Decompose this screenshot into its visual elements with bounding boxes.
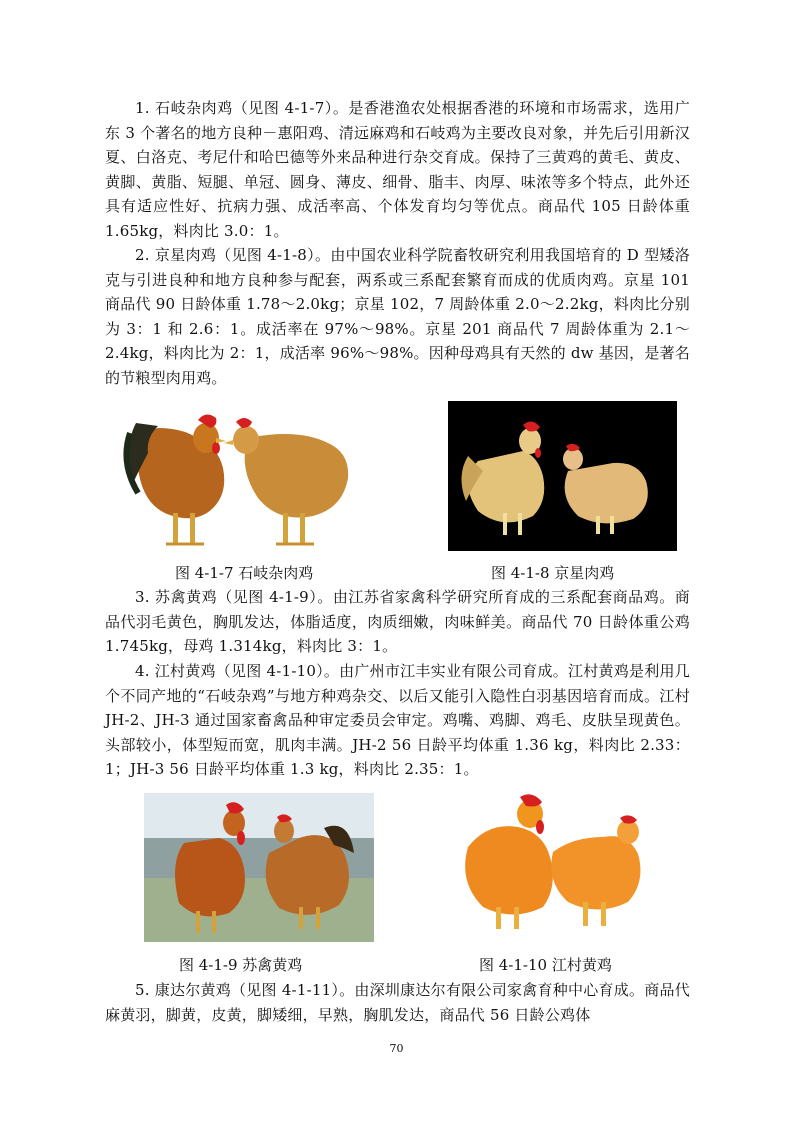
paragraph-2: 2. 京星肉鸡（见图 4-1-8）。由中国农业科学院畜牧研究利用我国培育的 D 型矮洛克与引进良种和地方良种参与配套，两系或三系配套繁育而成的优质肉鸡。京星 101 商品代 90 日龄体重 1.78～2.0kg；京星 102，7 周龄体重 2.0～2.2kg，料肉比分别为 3：1 和 2.6：1。成活率在 97%～98%。京星 201 商品代 7 周龄体重为 2.1～2.4kg，料肉比为 2：1，成活率 96%～98%。因种母鸡具有天然的 dw 基因，是著名的节粮型肉用鸡。 <box>105 246 690 387</box>
paragraph-5: 5. 康达尔黄鸡（见图 4-1-11）。由深圳康达尔有限公司家禽育种中心育成。商品代麻黄羽，脚黄，皮黄，脚矮细，早熟，胸肌发达，商品代 56 日龄公鸡体 <box>105 981 690 1024</box>
page-number: 70 <box>389 1042 404 1055</box>
hen-illustration <box>224 418 348 544</box>
figure-4-1-7-image <box>118 398 358 556</box>
hen-illustration <box>551 815 640 926</box>
figure-4-1-7-caption: 图 4-1-7 石岐杂肉鸡 <box>175 564 314 582</box>
rooster-illustration <box>126 414 226 544</box>
figure-4-1-10-caption: 图 4-1-10 江村黄鸡 <box>479 956 612 974</box>
hen-illustration <box>563 444 648 534</box>
figure-4-1-9-image <box>144 793 374 942</box>
figure-4-1-8-caption: 图 4-1-8 京星肉鸡 <box>491 564 615 582</box>
paragraph-4: 4. 江村黄鸡（见图 4-1-10）。由广州市江丰实业有限公司育成。江村黄鸡是利用几个不同产地的“石岐杂鸡”与地方种鸡杂交、以后又能引入隐性白羽基因培育而成。江村 JH-2、JH-3 通过国家畜禽品种审定委员会审定。鸡嘴、鸡脚、鸡毛、皮肤呈现黄色。头部较小，体型短而宽，肌肉丰满。JH-2 56 日龄平均体重 1.36 kg，料肉比 2.33：1；JH-3 56 日龄平均体重 1.3 kg，料肉比 2.35：1。 <box>105 662 690 778</box>
figure-4-1-9-caption: 图 4-1-9 苏禽黄鸡 <box>179 956 303 974</box>
figure-4-1-10-image <box>458 792 649 940</box>
figure-4-1-8-image <box>448 401 677 551</box>
rooster-illustration <box>465 794 553 929</box>
rooster-illustration <box>461 421 544 535</box>
paragraph-3: 3. 苏禽黄鸡（见图 4-1-9）。由江苏省家禽科学研究所育成的三系配套商品鸡。商品代羽毛黄色，胸肌发达，体脂适度，肉质细嫩，肉味鲜美。商品代 70 日龄体重公鸡 1.745kg，母鸡 1.314kg，料肉比 3：1。 <box>105 588 690 655</box>
paragraph-1: 1. 石岐杂肉鸡（见图 4-1-7）。是香港渔农处根据香港的环境和市场需求，选用广东 3 个著名的地方良种－惠阳鸡、清远麻鸡和石岐鸡为主要改良对象，并先后引用新汉夏、白洛克、考尼什和哈巴德等外来品种进行杂交育成。保持了三黄鸡的黄毛、黄皮、黄脚、黄脂、短腿、单冠、圆身、薄皮、细骨、脂丰、肉厚、味浓等多个特点，此外还具有适应性好、抗病力强、成活率高、个体发育均匀等优点。商品代 105 日龄体重 1.65kg，料肉比 3.0：1。 <box>105 99 690 240</box>
